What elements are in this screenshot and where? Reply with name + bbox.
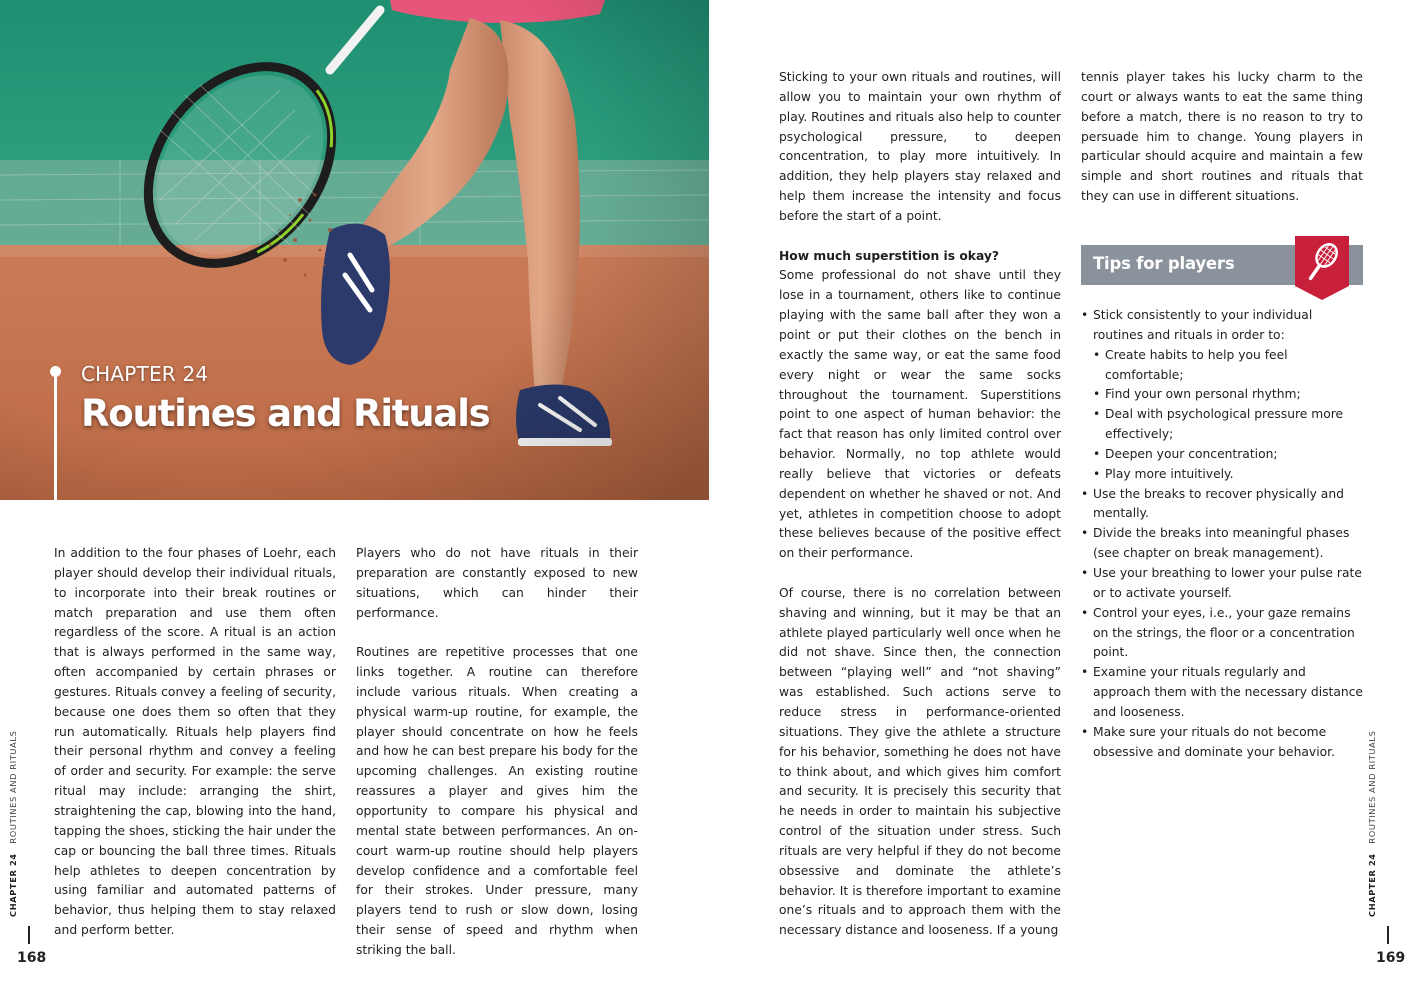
- running-header-left: [8, 697, 39, 917]
- tips-sublist-item: • Create habits to help you feel comfortable;: [1093, 346, 1366, 386]
- tips-list-item: • Make sure your rituals do not become obsessive and dominate your behavior.: [1081, 723, 1366, 763]
- paragraph: Players who do not have rituals in their preparation are constantly exposed to new situations, which can hinder their performance.: [356, 546, 638, 620]
- chapter-title: Routines and Rituals: [81, 392, 490, 435]
- page-tick-right: [1387, 926, 1389, 944]
- tips-list: [1081, 306, 1366, 762]
- chapter-marker-line: [54, 372, 57, 500]
- running-chapter: CHAPTER 24: [8, 853, 18, 917]
- page-number-left: 168: [17, 950, 47, 966]
- right-column-1: [779, 68, 1061, 941]
- running-header-text: [7, 731, 19, 917]
- tip-text: Stick consistently to your individual routines and rituals in order to:: [1093, 308, 1313, 342]
- page-number-right: 169: [1376, 950, 1406, 966]
- paragraph: Sticking to your own rituals and routines, will allow you to maintain your own rhythm of play. Routines and rituals also help to counter psychological pressure, to deepen concentration, to play more intuitively. In addition, they help players stay relaxed and help them increase the intensity and focus before the start of a point.: [779, 70, 1061, 223]
- paragraph: Some professional do not shave until they lose in a tournament, others like to continue playing with the same ball after they won a point or put their clothes on the bench in exactly the same way, or eat the same food every night or wear the same socks throughout the tournament. Superstitions point to one aspect of human behavior: the fact that reason has only limited control over behavior. Normally, no top athlete would really believe that victories or defeats dependent on whether he shaved or not. And yet, athletes in competition choose to adopt these believes because of the positive effect on their performance.: [779, 268, 1061, 561]
- page-tick-left: [28, 926, 30, 944]
- right-column-2: [1081, 68, 1363, 207]
- tips-sublist-item: • Deepen your concentration;: [1093, 445, 1366, 465]
- tips-list-item: • Control your eyes, i.e., your gaze remains on the strings, the floor or a concentration point.: [1081, 604, 1366, 664]
- paragraph: tennis player takes his lucky charm to the court or always wants to eat the same thing before a match, there is no reason to try to persuade him to change. Young players in particular should acquire and maintain a few simple and short routines and rituals that they can use in different situations.: [1081, 70, 1363, 204]
- running-header-right: [1367, 697, 1398, 917]
- left-column-2: [356, 544, 638, 961]
- chapter-hero-photo: [0, 0, 709, 500]
- running-chapter: CHAPTER 24: [1367, 853, 1377, 917]
- running-title: ROUTINES AND RITUALS: [1367, 730, 1377, 844]
- tips-sublist-item: • Play more intuitively.: [1093, 465, 1366, 485]
- tips-box-header: [1081, 245, 1363, 285]
- running-title: ROUTINES AND RITUALS: [8, 730, 18, 844]
- section-heading: How much superstition is okay?: [779, 248, 1000, 263]
- tips-sublist-item: • Deal with psychological pressure more effectively;: [1093, 405, 1366, 445]
- paragraph: Routines are repetitive processes that one links together. A routine can therefore include various rituals. When creating a physical warm-up routine, for example, the player should concentrate on how he feels and how he can best prepare his body for the upcoming challenges. An existing routine reassures a player and gives him the opportunity to compare his physical and mental state between performances. An on-court warm-up routine should help players develop confidence and a comfortable feel for their strokes. Under pressure, many players tend to rush or slow down, losing their sense of speed and rhythm when striking the ball.: [356, 645, 638, 957]
- left-page: [0, 0, 708, 1000]
- tips-list-item: • Examine your rituals regularly and approach them with the necessary distance and looseness.: [1081, 663, 1366, 723]
- tips-list-item: [1081, 306, 1366, 485]
- right-page: [709, 0, 1417, 1000]
- paragraph: In addition to the four phases of Loehr, each player should develop their individual rituals, to incorporate into their break routines or match preparation and use them often regardless of the score. A ritual is an action that is always performed in the same way, often accompanied by certain phrases or gestures. Rituals convey a feeling of security, because one does them so often that they run automatically. Rituals help players find their personal rhythm and convey a feeling of order and security. For example: the serve ritual may include: arranging the shirt, straightening the cap, blowing into the hand, tapping the shoes, sticking the hair under the cap or bouncing the ball three times. Rituals help athletes to deepen concentration by using familiar and automated patterns of behavior, thus helping them to stay relaxed and perform better.: [54, 546, 336, 938]
- tips-list-item: • Use your breathing to lower your pulse rate or to activate yourself.: [1081, 564, 1366, 604]
- tips-sublist-item: • Find your own personal rhythm;: [1093, 385, 1366, 405]
- tips-title: Tips for players: [1093, 254, 1235, 273]
- tennis-racket-icon: [1295, 236, 1349, 300]
- tips-sublist: [1093, 346, 1366, 485]
- running-header-text: [1366, 731, 1378, 917]
- chapter-label: CHAPTER 24: [81, 362, 209, 386]
- tips-list-item: • Divide the breaks into meaningful phases (see chapter on break management).: [1081, 524, 1366, 564]
- paragraph: Of course, there is no correlation between shaving and winning, but it may be that an athlete played particularly well once when he did not shave. Since then, the connection between “playing well” and “not shaving” was established. Such actions serve to reduce stress in performance-oriented situations. They give the athlete a structure for his behavior, something he does not have to think about, and which gives him comfort and security. It is precisely this security that he needs in order to maintain his subjective control of the situation under stress. Such rituals are very helpful if they do not become obsessive and dominate the athlete’s behavior. It is therefore important to examine one’s rituals and to approach them with the necessary distance and looseness. If a young: [779, 585, 1061, 938]
- left-column-1: [54, 544, 336, 941]
- tips-list-item: • Use the breaks to recover physically and mentally.: [1081, 485, 1366, 525]
